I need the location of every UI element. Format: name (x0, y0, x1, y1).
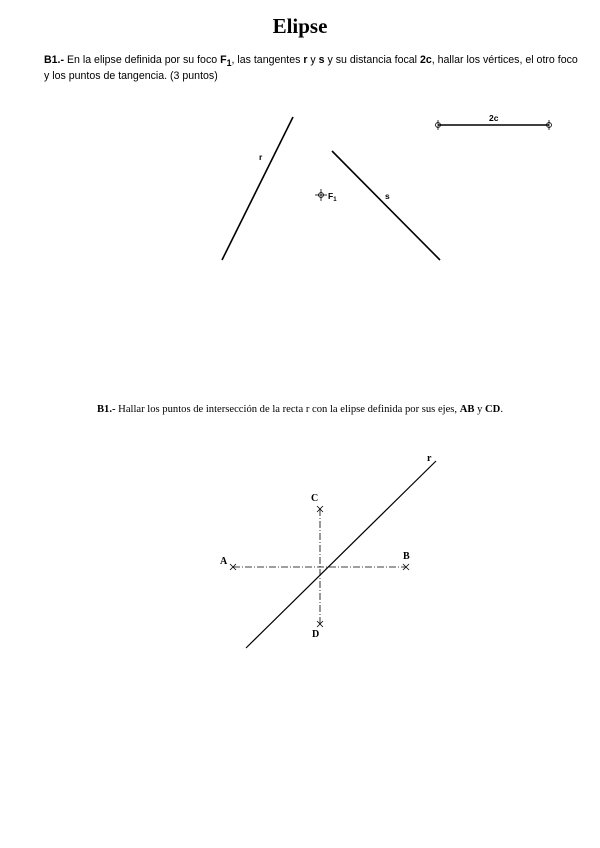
page-title: Elipse (272, 14, 328, 38)
problem-1-number: B1.- (44, 54, 65, 66)
label-r-2: r (427, 453, 432, 464)
problem-1-r: r (303, 54, 308, 66)
problem-2-ab: AB (459, 404, 475, 415)
label-r: r (259, 152, 263, 162)
problem-1-text-b: , las tangentes (231, 54, 304, 66)
problem-2-text-c: . (500, 404, 503, 415)
label-c: C (311, 493, 319, 504)
label-d: D (312, 629, 320, 640)
problem-1-text-a: En la elipse definida por su foco (64, 54, 221, 66)
problem-2-number: B1.- (96, 404, 116, 415)
label-b: B (403, 551, 410, 562)
problem-1-2c: 2c (419, 54, 432, 66)
problem-1-focus-letter: F (220, 54, 227, 66)
problem-1-text-d: y su distancia focal (324, 54, 420, 66)
label-2c: 2c (489, 113, 499, 123)
problem-1-text-c: y (307, 54, 319, 66)
problem-2-cd: CD (485, 404, 501, 415)
label-a: A (220, 556, 228, 567)
label-focus: $F_1$ (328, 191, 337, 203)
problem-1-s: s (318, 54, 325, 66)
problem-2-text-a: Hallar los puntos de intersección de la recta r con la elipse definida por sus ejes, (115, 404, 460, 415)
problem-1-focus-sub: 1 (226, 58, 232, 69)
problem-1-text-e: , hallar los vértices, el otro foco y los puntos de tangencia. (3 puntos) (44, 54, 578, 83)
label-s: s (385, 191, 390, 201)
problem-2-text-b: y (474, 404, 486, 415)
